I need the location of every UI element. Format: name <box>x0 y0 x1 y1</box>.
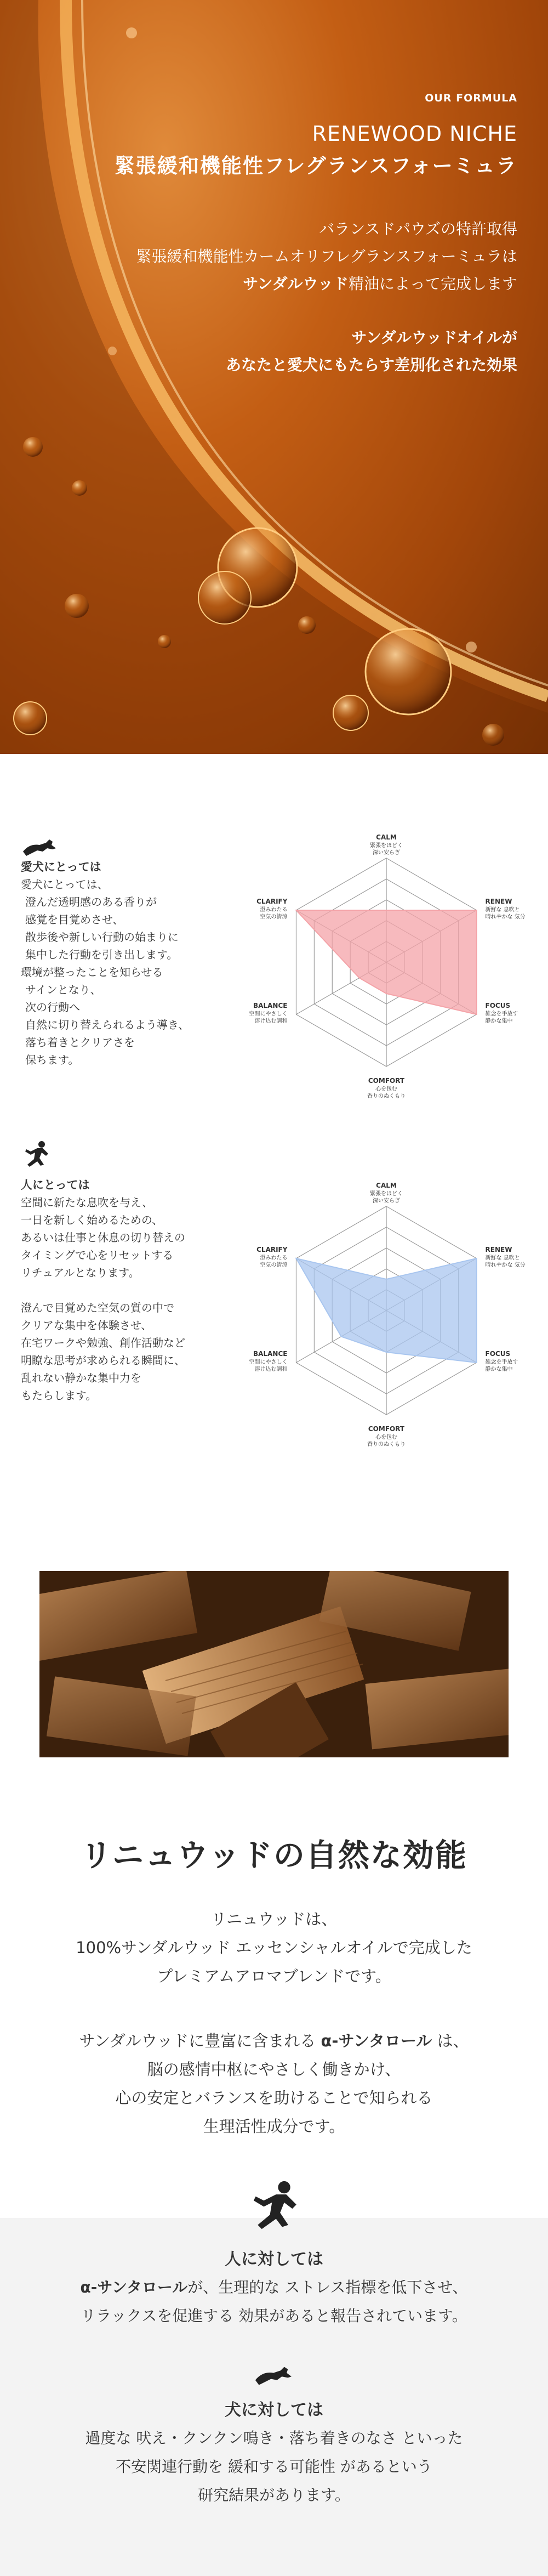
radar-axis-label: CLARIFY <box>256 898 288 905</box>
radar-axis-desc: 静かな集中 <box>485 1366 513 1372</box>
radar-axis-label: BALANCE <box>253 1350 288 1358</box>
natural-p2-line-1 <box>0 2029 548 2051</box>
human-line: 乱れない静かな集中力を <box>21 1371 141 1385</box>
hero-kicker: OUR FORMULA <box>425 92 517 104</box>
radar-axis-desc: 雑念を手放す <box>485 1359 518 1365</box>
natural-p2-b: α-サンタロール <box>321 2032 432 2050</box>
human-effect-rest: が、生理的な ストレス指標を低下させ、 <box>187 2278 468 2296</box>
natural-p2-c: は、 <box>437 2032 469 2050</box>
human-section-title: 人にとっては <box>21 1178 90 1191</box>
dog-line: サインとなり、 <box>25 983 101 996</box>
human-line: リチュアルとなります。 <box>21 1266 140 1279</box>
human-text-block <box>21 1176 251 1404</box>
natural-p2-a: サンダルウッドに豊富に含まれる <box>79 2032 316 2050</box>
dog-radar-chart <box>233 809 540 1116</box>
radar-axis-desc: 心を包む <box>375 1086 397 1092</box>
dog-line: 環境が整ったことを知らせる <box>21 966 163 979</box>
hero-brand: RENEWOOD NICHE <box>312 122 517 146</box>
radar-axis-desc: 澄みわたる <box>260 907 288 913</box>
dog-line: 集中した行動を引き出します。 <box>25 948 178 961</box>
human-effect-bold: α-サンタロール <box>80 2278 188 2296</box>
dog-radar-section <box>0 754 548 1138</box>
radar-axis-label: COMFORT <box>368 1425 405 1433</box>
hero-section <box>0 0 548 754</box>
human-line: もたらします。 <box>21 1389 97 1402</box>
radar-axis-label: CALM <box>376 1182 397 1189</box>
hero-line-3 <box>243 272 517 294</box>
radar-axis-desc: 溶け込む調和 <box>254 1018 288 1024</box>
radar-axis-desc: 香りのぬくもり <box>367 1442 406 1448</box>
radar-axis-desc: 晴れやかな 気分 <box>485 914 526 920</box>
dog-running-icon-large <box>251 2363 297 2387</box>
dog-text-block <box>21 858 251 1069</box>
radar-axis-desc: 空気の清涼 <box>260 1262 288 1268</box>
radar-axis-desc: 空気の清涼 <box>260 914 288 920</box>
dog-line: 愛犬にとっては、 <box>21 878 109 891</box>
dog-line: 澄んだ透明感のある香りが <box>25 895 157 909</box>
dog-line: 自然に切り替えられるよう導き、 <box>25 1018 190 1031</box>
hero-line-4: サンダルウッドオイルが <box>351 328 517 347</box>
radar-axis-label: CLARIFY <box>256 1246 288 1253</box>
radar-axis-desc: 緊張をほどく <box>370 1191 403 1197</box>
human-line: あるいは仕事と休息の切り替えの <box>21 1231 185 1244</box>
natural-p1-line: リニュウッドは、 <box>210 1910 338 1928</box>
human-effect-line-2: リラックスを促進する 効果があると報告されています。 <box>81 2307 467 2325</box>
radar-axis-desc: 深い安らぎ <box>373 850 400 856</box>
radar-axis-desc: 新鮮な 息吹と <box>485 1255 520 1261</box>
radar-axis-label: FOCUS <box>485 1002 511 1009</box>
hero-oil-illustration <box>0 0 548 754</box>
hero-line-3-rest: 精油によって完成します <box>348 275 517 293</box>
dog-line: 次の行動へ <box>25 1001 80 1014</box>
human-radar-section <box>0 1102 548 1486</box>
radar-axis-desc: 静かな集中 <box>485 1018 513 1024</box>
radar-axis-label: RENEW <box>485 898 512 905</box>
hero-line-1: バランスドパウズの特許取得 <box>319 220 517 238</box>
human-effect-title: 人に対しては <box>225 2250 323 2269</box>
dog-section-title: 愛犬にとっては <box>21 860 101 873</box>
dog-line: 感覚を目覚めさせ、 <box>25 913 124 926</box>
human-effect-line-1 <box>0 2276 548 2297</box>
human-running-icon <box>21 1141 52 1168</box>
human-line <box>21 1281 251 1299</box>
natural-p2-line: 脳の感情中枢にやさしく働きかけ、 <box>147 2060 401 2079</box>
natural-p1-line: 100%サンダルウッド エッセンシャルオイルで完成した <box>76 1938 472 1957</box>
dog-running-icon <box>21 836 59 858</box>
radar-axis-desc: 空間にやさしく <box>249 1011 288 1017</box>
human-line: 空間に新たな息吹を与え、 <box>21 1196 153 1209</box>
radar-axis-desc: 緊張をほどく <box>370 843 403 849</box>
hero-line-3-bold: サンダルウッド <box>243 275 349 293</box>
radar-axis-desc: 晴れやかな 気分 <box>485 1262 526 1268</box>
human-line: 明瞭な思考が求められる瞬間に、 <box>21 1354 185 1367</box>
dog-effect-line-1: 過度な 吠え・クンクン鳴き・落ち着きのなさ といった <box>85 2429 463 2447</box>
radar-axis-desc: 深い安らぎ <box>373 1198 400 1204</box>
human-line: 一日を新しく始めるための、 <box>21 1213 163 1227</box>
radar-axis-label: FOCUS <box>485 1350 511 1358</box>
human-line: クリアな集中を体験させ、 <box>21 1319 152 1332</box>
human-radar-chart <box>233 1157 540 1464</box>
radar-axis-desc: 心を包む <box>375 1434 397 1440</box>
dog-effect-line-2: 不安関連行動を 緩和する可能性 があるという <box>116 2458 432 2476</box>
dog-line: 保ちます。 <box>25 1053 79 1066</box>
radar-axis-desc: 新鮮な 息吹と <box>485 907 520 913</box>
human-line: 澄んで目覚めた空気の質の中で <box>21 1301 174 1314</box>
dog-line: 散歩後や新しい行動の始まりに <box>25 930 179 944</box>
dog-effect-title: 犬に対しては <box>225 2401 323 2420</box>
natural-p2-line: 心の安定とバランスを助けることで知られる <box>115 2089 433 2107</box>
radar-axis-label: COMFORT <box>368 1077 405 1085</box>
sandalwood-image <box>39 1571 509 1757</box>
dog-line: 落ち着きとクリアさを <box>25 1036 135 1049</box>
hero-subtitle: 緊張緩和機能性フレグランスフォーミュラ <box>114 154 517 178</box>
hero-line-5: あなたと愛犬にもたらす差別化された効果 <box>225 356 517 374</box>
radar-axis-desc: 雑念を手放す <box>485 1011 518 1017</box>
radar-axis-desc: 空間にやさしく <box>249 1359 288 1365</box>
human-line: 在宅ワークや勉強、創作活動など <box>21 1336 185 1349</box>
radar-axis-label: CALM <box>376 833 397 841</box>
radar-axis-desc: 溶け込む調和 <box>254 1366 288 1372</box>
natural-p2-line: 生理活性成分です。 <box>203 2117 345 2136</box>
natural-p1-line: プレミアムアロマブレンドです。 <box>157 1967 391 1985</box>
natural-effect-title: リニュウッドの自然な効能 <box>81 1837 467 1874</box>
radar-axis-desc: 香りのぬくもり <box>367 1093 406 1099</box>
human-running-icon-large <box>246 2180 302 2232</box>
hero-line-2: 緊張緩和機能性カームオリフレグランスフォーミュラは <box>136 247 517 265</box>
radar-axis-label: RENEW <box>485 1246 512 1253</box>
radar-axis-desc: 澄みわたる <box>260 1255 288 1261</box>
dog-effect-line-3: 研究結果があります。 <box>198 2486 350 2504</box>
human-line: タイミングで心をリセットする <box>21 1249 174 1262</box>
radar-axis-label: BALANCE <box>253 1002 288 1009</box>
